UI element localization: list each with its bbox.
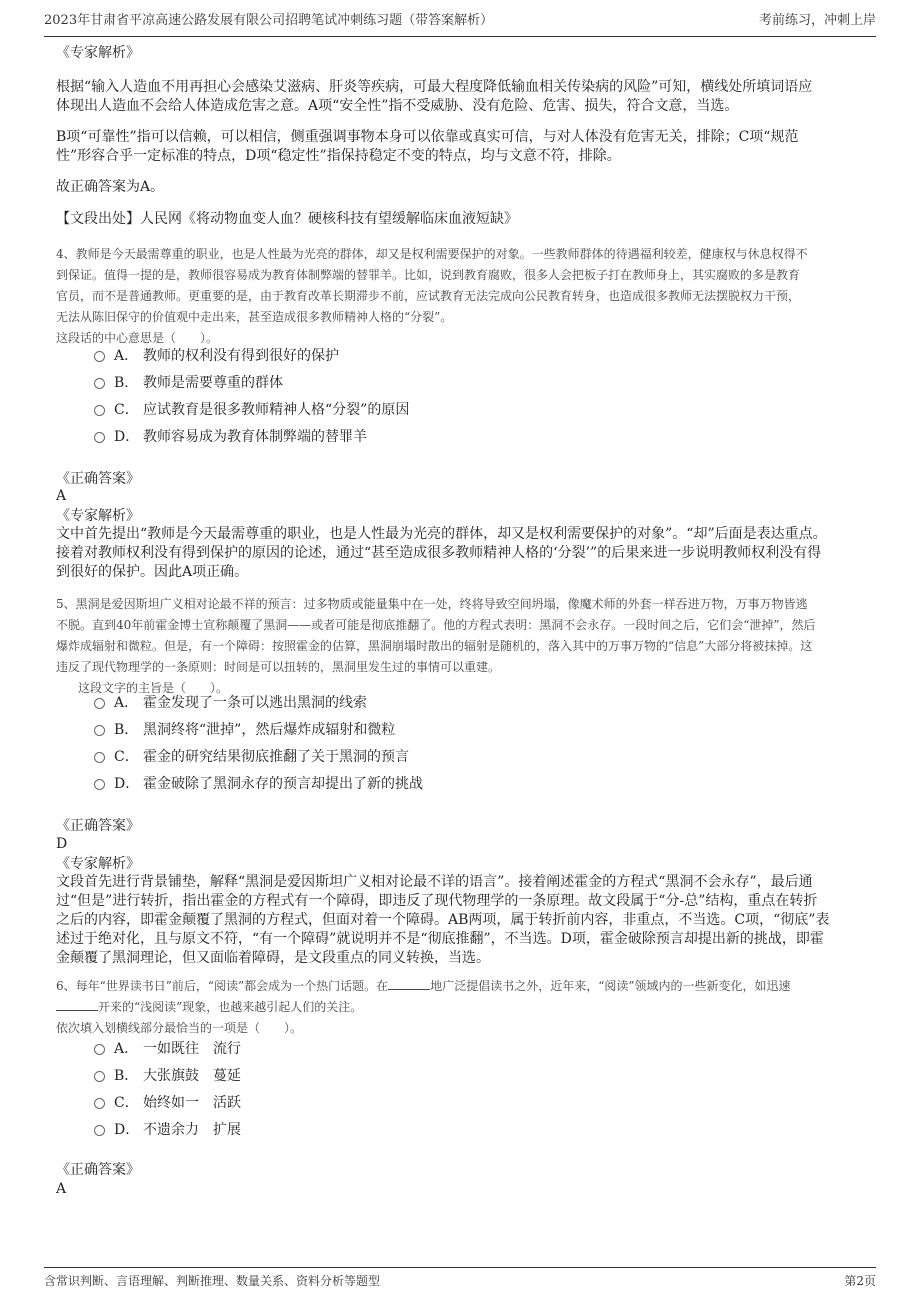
option-letter: B． (114, 375, 139, 391)
option-c[interactable] (94, 747, 794, 774)
q4-answer-label: 《正确答案》 (56, 471, 140, 487)
q5-answer-label: 《正确答案》 (56, 818, 140, 834)
option-letter: B． (114, 1068, 139, 1084)
page-header (44, 10, 876, 37)
option-d[interactable] (94, 1120, 794, 1147)
radio-button-icon[interactable] (94, 1098, 105, 1109)
footer-description: 含常识判断、言语理解、判断推理、数量关系、资料分析等题型 (44, 1274, 381, 1288)
text-line: 官员，而不是普通教师。更重要的是，由于教育改革长期滞步不前，应试教育无法完成向公民教育转身，也造成很多教师无法摆脱权力干预， (56, 289, 801, 303)
q6-answer-label: 《正确答案》 (56, 1162, 140, 1178)
text-line: 到保证。值得一提的是，教师很容易成为教育体制弊端的替罪羊。比如，说到教育腐败，很多人会把板子打在教师身上，其实腐败的多是教育 (56, 268, 801, 282)
q3-analysis-para1 (56, 78, 864, 116)
option-text: 始终如一 活跃 (143, 1095, 241, 1111)
option-b[interactable] (94, 720, 794, 747)
option-letter: C． (114, 402, 139, 418)
fill-blank (388, 977, 430, 990)
option-text: 教师是需要尊重的群体 (143, 375, 283, 391)
radio-button-icon[interactable] (94, 1071, 105, 1082)
page-number: 第2页 (844, 1274, 876, 1288)
option-a[interactable] (94, 693, 794, 720)
text-line: 体现出人造血不会给人体造成危害之意。A项“安全性”指不受威胁、没有危险、危害、损失，符合文意，当选。 (56, 98, 739, 114)
option-text: 霍金发现了一条可以逃出黑洞的线索 (143, 695, 367, 711)
q5-stem (56, 594, 864, 699)
option-text: 应试教育是很多教师精神人格“分裂”的原因 (143, 402, 410, 418)
option-letter: D． (114, 776, 140, 792)
q4-analysis (56, 525, 864, 582)
text-line: 根据“输入人造血不用再担心会感染艾滋病、肝炎等疾病，可最大程度降低输血相关传染病的风险”可知，横线处所填词语应 (56, 79, 813, 95)
text-line: 性”形容合乎一定标准的特点，D项“稳定性”指保持稳定不变的特点，均与文意不符，排除。 (56, 148, 621, 164)
text-line (56, 976, 864, 997)
radio-button-icon[interactable] (94, 378, 105, 389)
text-line: 不脱。直到40年前霍金博士宣称颠覆了黑洞——或者可能是彻底推翻了。他的方程式表明：黑洞不会永存。一段时间之后，它们会“泄掉”，然后 (56, 618, 816, 632)
q6-options (94, 1039, 794, 1147)
stem-text: 地广泛提倡读书之外，近年来，“阅读”领域内的一些新变化，如迅速 (430, 979, 791, 993)
q3-analysis-label: 《专家解析》 (56, 45, 140, 61)
radio-button-icon[interactable] (94, 752, 105, 763)
q4-answer: A (56, 488, 67, 504)
option-letter: A． (114, 695, 139, 711)
q5-answer: D (56, 836, 68, 852)
radio-button-icon[interactable] (94, 432, 105, 443)
q6-answer: A (56, 1181, 67, 1197)
radio-button-icon[interactable] (94, 779, 105, 790)
option-a[interactable] (94, 1039, 794, 1066)
option-text: 教师的权利没有得到很好的保护 (143, 348, 339, 364)
question-prompt: 这段文字的主旨是（ ）。 (78, 681, 229, 695)
option-text: 霍金破除了黑洞永存的预言却提出了新的挑战 (143, 776, 423, 792)
option-d[interactable] (94, 427, 794, 454)
radio-button-icon[interactable] (94, 1044, 105, 1055)
option-letter: B． (114, 722, 139, 738)
text-line: 之后的内容，即霍金颠覆了黑洞的方程式，但面对着一个障碍。AB两项，属于转折前内容，非重点，不当选。C项，“彻底”表 (56, 912, 830, 928)
option-b[interactable] (94, 1066, 794, 1093)
q3-source: 【文段出处】人民网《将动物血变人血？硬核科技有望缓解临床血液短缺》 (56, 211, 518, 227)
option-text: 霍金的研究结果彻底推翻了关于黑洞的预言 (143, 749, 409, 765)
q4-options (94, 346, 794, 454)
option-letter: C． (114, 1095, 139, 1111)
option-letter: D． (114, 429, 140, 445)
radio-button-icon[interactable] (94, 698, 105, 709)
option-text: 一如既往 流行 (143, 1041, 241, 1057)
fill-blank (56, 998, 98, 1011)
text-line: 接着对教师权利没有得到保护的原因的论述，通过“甚至造成很多教师精神人格的‘分裂’”的后果来进一步说明教师权利没有得 (56, 545, 822, 561)
text-line: 金颠覆了黑洞理论，但又面临着障碍，是文段重点的同义转换，当选。 (56, 950, 490, 966)
option-text: 不遗余力 扩展 (143, 1122, 241, 1138)
option-letter: C． (114, 749, 139, 765)
q3-conclusion: 故正确答案为A。 (56, 179, 165, 195)
q5-analysis-label: 《专家解析》 (56, 856, 140, 872)
option-letter: A． (114, 1041, 139, 1057)
option-letter: A． (114, 348, 139, 364)
text-line: 过“但是”进行转折，指出霍金的方程式有一个障碍，即违反了现代物理学的一条原理。故文段属于“分-总”结构，重点在转折 (56, 893, 818, 909)
question-prompt: 这段话的中心意思是（ ）。 (56, 331, 219, 345)
option-text: 黑洞终将“泄掉”，然后爆炸成辐射和微粒 (143, 722, 396, 738)
header-slogan: 考前练习，冲刺上岸 (758, 13, 876, 28)
option-a[interactable] (94, 346, 794, 373)
text-line: 述过于绝对化，且与原文不符，“有一个障碍”就说明并不是“彻底推翻”，不当选。D项，霍金破除预言却提出新的挑战，即霍 (56, 931, 824, 947)
q5-options (94, 693, 794, 801)
radio-button-icon[interactable] (94, 1125, 105, 1136)
page-footer (44, 1267, 876, 1292)
option-b[interactable] (94, 373, 794, 400)
text-line: B项“可靠性”指可以信赖，可以相信，侧重强调事物本身可以依靠或真实可信，与对人体没有危害无关，排除；C项“规范 (56, 129, 799, 145)
document-title: 2023年甘肃省平凉高速公路发展有限公司招聘笔试冲刺练习题（带答案解析） (44, 13, 494, 28)
q4-analysis-label: 《专家解析》 (56, 508, 140, 524)
option-c[interactable] (94, 1093, 794, 1120)
option-text: 教师容易成为教育体制弊端的替罪羊 (143, 429, 367, 445)
option-d[interactable] (94, 774, 794, 801)
stem-text: 6、每年“世界读书日”前后，“阅读”都会成为一个热门话题。在 (56, 979, 389, 993)
text-line: 文段首先进行背景铺垫，解释“黑洞是爱因斯坦广义相对论最不详的语言”。接着阐述霍金的方程式“黑洞不会永存”，最后通 (56, 874, 813, 890)
radio-button-icon[interactable] (94, 725, 105, 736)
text-line (56, 997, 864, 1018)
question-prompt: 依次填入划横线部分最恰当的一项是（ ）。 (56, 1021, 303, 1035)
q5-analysis (56, 873, 864, 968)
option-c[interactable] (94, 400, 794, 427)
text-line: 爆炸成辐射和微粒。但是，有一个障碍：按照霍金的估算，黑洞崩塌时散出的辐射是随机的，落入其中的万事万物的“信息”大部分将被抹掉。这 (56, 639, 813, 653)
text-line: 5、黑洞是爱因斯坦广义相对论最不祥的预言：过多物质或能量集中在一处，终将导致空间坍塌，像魔术师的外套一样吞进万物，万事万物皆逃 (56, 597, 808, 611)
q6-stem (56, 976, 864, 1039)
text-line: 到很好的保护。因此A项正确。 (56, 564, 249, 580)
text-line: 文中首先提出“教师是今天最需尊重的职业，也是人性最为光亮的群体，却又是权利需要保护的对象”。“却”后面是表达重点。 (56, 526, 827, 542)
radio-button-icon[interactable] (94, 405, 105, 416)
option-text: 大张旗鼓 蔓延 (143, 1068, 241, 1084)
q3-analysis-para2 (56, 128, 864, 166)
option-letter: D． (114, 1122, 140, 1138)
text-line: 4、教师是今天最需尊重的职业，也是人性最为光亮的群体，却又是权利需要保护的对象。一些教师群体的待遇福利较差，健康权与休息权得不 (56, 247, 808, 261)
stem-text: 开来的“浅阅读”现象，也越来越引起人们的关注。 (98, 1000, 363, 1014)
text-line: 无法从陈旧保守的价值观中走出来，甚至造成很多教师精神人格的“分裂”。 (56, 310, 453, 324)
radio-button-icon[interactable] (94, 351, 105, 362)
q4-stem (56, 244, 864, 349)
text-line: 违反了现代物理学的一条原则：时间是可以扭转的，黑洞里发生过的事情可以重建。 (56, 660, 501, 674)
